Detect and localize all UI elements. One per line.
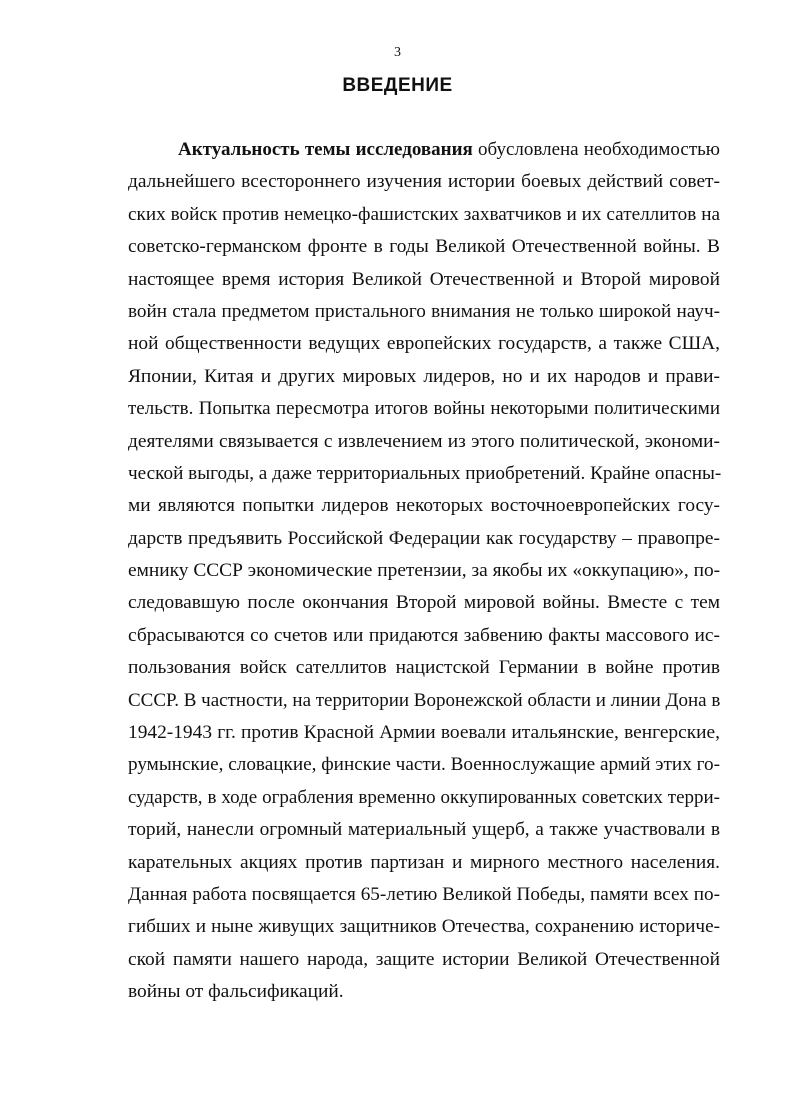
text-line: следовавшую после окончания Второй мировой войны. Вместе с тем	[128, 592, 720, 614]
text-line: настоящее время история Великой Отечественной и Второй мировой	[128, 268, 720, 290]
text-line-rest: обусловлена необходимостью	[472, 139, 721, 160]
text-line: сударств, в ходе ограбления временно оккупированных советских терри-	[128, 786, 720, 808]
text-line	[128, 134, 720, 166]
text-line: ческой выгоды, а даже территориальных приобретений. Крайне опасны-	[128, 462, 722, 484]
text-line: войны от фальсификаций.	[128, 981, 344, 1003]
text-line: гибших и ныне живущих защитников Отечества, сохранению историче-	[128, 916, 720, 938]
text-line: дальнейшего всестороннего изучения истории боевых действий совет-	[128, 171, 720, 193]
body-paragraph	[128, 134, 720, 1009]
section-heading: ВВЕДЕНИЕ	[342, 75, 453, 96]
text-line: емнику СССР экономические претензии, за якобы их «оккупацию», по-	[128, 560, 721, 582]
text-line: деятелями связывается с извлечением из этого политической, экономи-	[128, 430, 720, 452]
text-line: торий, нанесли огромный материальный ущерб, а также участвовали в	[128, 819, 720, 841]
text-line: румынские, словацкие, финские части. Военнослужащие армий этих го-	[128, 754, 720, 776]
text-line: 1942-1943 гг. против Красной Армии воевали итальянские, венгерские,	[128, 722, 720, 744]
bold-lead-phrase: Актуальность темы исследования	[178, 139, 473, 160]
text-line: пользования войск сателлитов нацистской Германии в войне против	[128, 657, 720, 679]
text-line: СССР. В частности, на территории Воронежской области и линии Дона в	[128, 689, 721, 711]
text-line: дарств предъявить Российской Федерации как государству – правопре-	[128, 527, 720, 549]
text-line: тельств. Попытка пересмотра итогов войны некоторыми политическими	[128, 398, 720, 420]
text-line: войн стала предметом пристального внимания не только широкой науч-	[128, 300, 720, 322]
text-line: сбрасываются со счетов или придаются забвению факты массового ис-	[128, 624, 720, 646]
text-line: ских войск против немецко-фашистских захватчиков и их сателлитов на	[128, 203, 720, 225]
text-line: ной общественности ведущих европейских государств, а также США,	[128, 333, 720, 355]
text-line: Данная работа посвящается 65-летию Великой Победы, памяти всех по-	[128, 883, 720, 905]
text-line: ми являются попытки лидеров некоторых восточноевропейских госу-	[128, 495, 720, 517]
text-line: карательных акциях против партизан и мирного местного населения.	[128, 851, 720, 873]
text-line: Японии, Китая и других мировых лидеров, но и их народов и прави-	[128, 365, 720, 387]
page-number: 3	[394, 45, 401, 60]
text-line: ской памяти нашего народа, защите истории Великой Отечественной	[128, 948, 720, 970]
text-line: советско-германском фронте в годы Великой Отечественной войны. В	[128, 236, 720, 258]
